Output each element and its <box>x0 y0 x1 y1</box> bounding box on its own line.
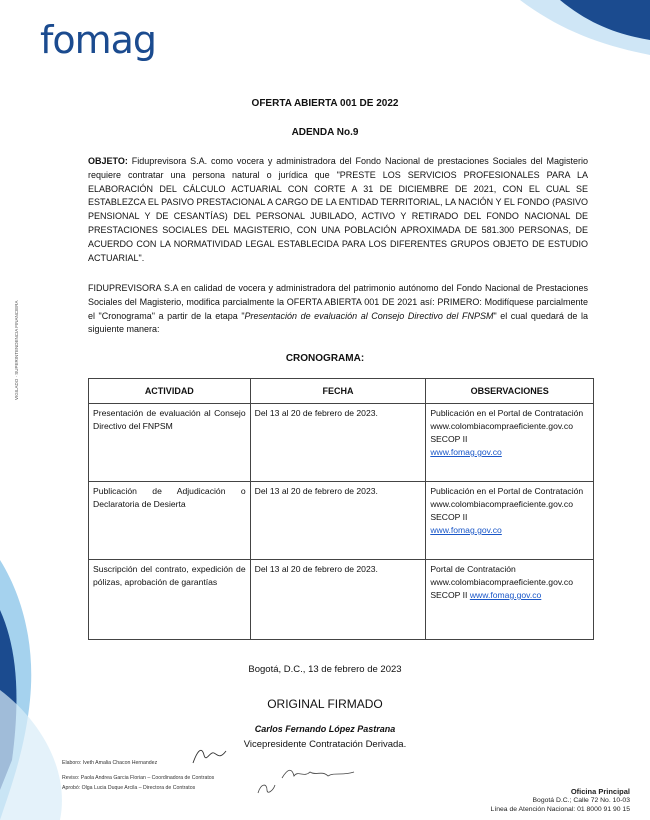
date-cell: Del 13 al 20 de febrero de 2023. <box>250 404 426 482</box>
observation-text: Portal de Contratación www.colombiacompraeficiente.gov.co SECOP II <box>430 564 573 600</box>
handwritten-signature <box>278 766 358 782</box>
modification-italic-stage: Presentación de evaluación al Consejo Directivo del FNPSM <box>244 310 494 321</box>
office-address: Bogotá D.C.; Calle 72 No. 10-03 <box>532 797 630 804</box>
office-info <box>491 787 630 814</box>
credit-reviso: Reviso: Paola Andrea Garcia Florian – Coordinadora de Contratos <box>62 775 215 781</box>
fomag-logo: fomag <box>40 18 157 62</box>
activity-cell: Suscripción del contrato, expedición de pólizas, aprobación de garantías <box>89 560 251 640</box>
handwritten-signature <box>255 781 277 797</box>
observation-text: Publicación en el Portal de Contratación www.colombiacompraeficiente.gov.co SECOP II <box>430 408 584 444</box>
observation-cell <box>426 404 594 482</box>
object-label: OBJETO: <box>88 156 128 166</box>
credit-aprobo: Aprobó: Olga Lucia Duque Arcila – Directora de Contratos <box>62 785 196 791</box>
observation-cell <box>426 560 594 640</box>
object-text: Fiduprevisora S.A. como vocera y administradora del Fondo Nacional de prestaciones Sociales del Magisterio requiere contratar una persona natural o jurídica que "PRESTE LOS SERVICIOS PROFESIONALES PARA LA ELABORACIÓN DEL CÁLCULO ACTUARIAL CON CORTE A 31 DE DICIEMBRE DE 2021, CON EL CUAL SE ESTABLEZCA EL PASIVO PRESTACIONAL A CARGO DE LA ENTIDAD TERRITORIAL, LA NACIÓN Y EL FONDO (PASIVO PENSIONAL Y DE CESANTÍAS) DEL PERSONAL JUBILADO, ACTIVO Y RETIRADO DEL FONDO NACIONAL DE PRESTACIONES SOCIALES DEL MAGISTERIO, CON UNA POBLACIÓN APROXIMADA DE 581.300 PERSONAS, DE ACUERDO CON LA NORMATIVIDAD LEGAL ESTABLECIDA PARA LOS DIFERENTES GRUPOS OBJETO DE ESTUDIO ACTUARIAL". <box>88 156 588 263</box>
date-cell: Del 13 al 20 de febrero de 2023. <box>250 560 426 640</box>
fomag-link[interactable]: www.fomag.gov.co <box>430 525 502 535</box>
date-cell: Del 13 al 20 de febrero de 2023. <box>250 482 426 560</box>
observation-cell <box>426 482 594 560</box>
original-signed: ORIGINAL FIRMADO <box>267 697 383 711</box>
fomag-link[interactable]: www.fomag.gov.co <box>469 590 542 600</box>
document-title: OFERTA ABIERTA 001 DE 2022 <box>251 98 399 109</box>
city-date: Bogotá, D.C., 13 de febrero de 2023 <box>248 664 402 675</box>
column-header-date: FECHA <box>250 379 426 404</box>
office-title: Oficina Principal <box>570 787 630 796</box>
modification-paragraph <box>88 282 588 337</box>
activity-cell: Presentación de evaluación al Consejo Directivo del FNPSM <box>89 404 251 482</box>
column-header-activity: ACTIVIDAD <box>89 379 251 404</box>
schedule-table <box>88 378 594 640</box>
fomag-link[interactable]: www.fomag.gov.co <box>430 447 502 457</box>
signer-name: Carlos Fernando López Pastrana <box>254 724 396 734</box>
table-row <box>89 404 594 482</box>
object-paragraph <box>88 155 588 265</box>
table-row <box>89 560 594 640</box>
column-header-observations: OBSERVACIONES <box>426 379 594 404</box>
modification-text-after: " el cual quedará de la siguiente manera: <box>88 310 588 335</box>
schedule-title: CRONOGRAMA: <box>285 353 365 364</box>
signer-role: Vicepresidente Contratación Derivada. <box>243 739 407 750</box>
vertical-stamp: VIGILADO · SUPERINTENDENCIA FINANCIERA <box>14 300 19 400</box>
office-phone: Línea de Atención Nacional: 01 8000 91 90 15 <box>490 806 630 813</box>
modification-text-before: FIDUPREVISORA S.A en calidad de vocera y administradora del patrimonio autónomo del Fondo Nacional de Prestaciones Sociales del Magisterio, modifica parcialmente la OFERTA ABIERTA 001 DE 2021 así: PRIMERO: Modifíquese parcialmente el "Cronograma" a partir de la etapa " <box>88 283 588 321</box>
table-row <box>89 482 594 560</box>
observation-text: Publicación en el Portal de Contratación www.colombiacompraeficiente.gov.co SECOP II <box>430 486 584 522</box>
credit-elaboro: Elaboro: Iveth Amalia Chacon Hernandez <box>62 760 158 766</box>
activity-cell: Publicación de Adjudicación o Declaratoria de Desierta <box>89 482 251 560</box>
addenda-number: ADENDA No.9 <box>291 127 359 138</box>
